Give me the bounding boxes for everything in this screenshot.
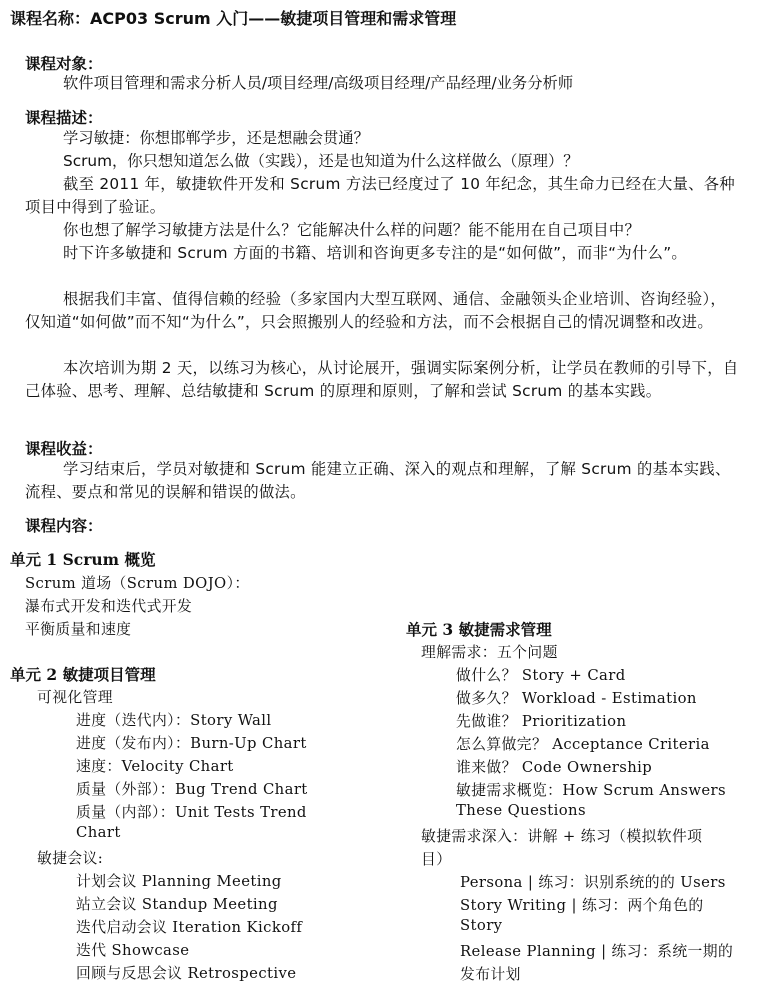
unit3-question-item: 做多久？ Workload - Estimation	[456, 690, 697, 707]
unit1-item: Scrum 道场（Scrum DOJO）：	[25, 575, 250, 592]
description-heading: 课程描述：	[25, 109, 103, 127]
description-paragraph-3: 时下许多敏捷和 Scrum 方面的书籍、培训和咨询更多专注的是“如何做”，而非“为什么”。	[63, 244, 688, 262]
unit3-question-item: These Questions	[456, 802, 586, 819]
unit3-exercise-item: Story	[460, 917, 503, 934]
description-paragraph-4: 根据我们丰富、值得信赖的经验（多家国内大型互联网、通信、金融领头企业培训、咨询经验），仅知道“如何做”而不知“为什么”，只会照搬别人的经验和方法，而不会根据自己的情况调整和改进。	[25, 290, 727, 331]
unit3-exercise-item: Persona | 练习：识别系统的的 Users	[460, 874, 726, 891]
description-paragraph-2: 你也想了解学习敏捷方法是什么？它能解决什么样的问题？能不能用在自己项目中？	[63, 221, 641, 239]
content-heading: 课程内容：	[25, 517, 103, 535]
unit3-title: 单元 3 敏捷需求管理	[406, 620, 552, 639]
unit3-question-item: 谁来做？ Code Ownership	[456, 759, 653, 776]
unit3-exercise-item: Release Planning | 练习：系统一期的	[460, 943, 734, 960]
unit2-meeting-item: 迭代 Showcase	[76, 942, 190, 959]
unit2-visual-item: Chart	[76, 824, 121, 841]
unit2-visual-item: 速度：Velocity Chart	[76, 758, 234, 775]
course-title: 课程名称：ACP03 Scrum 入门——敏捷项目管理和需求管理	[10, 9, 457, 28]
unit3-question-item: 敏捷需求概览：How Scrum Answers	[456, 782, 727, 799]
unit2-group-visual-management: 可视化管理	[37, 689, 113, 706]
unit3-question-item: 先做谁？ Prioritization	[456, 713, 627, 730]
unit3-group-understand: 理解需求：五个问题	[421, 644, 558, 661]
unit2-meeting-item: 计划会议 Planning Meeting	[76, 873, 282, 890]
unit1-item: 瀑布式开发和迭代式开发	[25, 598, 193, 615]
unit3-exercise-item: 发布计划	[460, 966, 521, 983]
audience-heading: 课程对象：	[25, 55, 103, 73]
unit2-meeting-item: 回顾与反思会议 Retrospective	[76, 965, 297, 982]
unit2-meeting-item: 迭代启动会议 Iteration Kickoff	[76, 919, 303, 936]
benefits-heading: 课程收益：	[25, 440, 103, 458]
unit2-meeting-item: 站立会议 Standup Meeting	[76, 896, 278, 913]
unit2-title: 单元 2 敏捷项目管理	[10, 665, 156, 684]
unit3-group-deep-dive-cont: 目）	[421, 851, 452, 868]
unit2-visual-item: 进度（发布内）：Burn-Up Chart	[76, 735, 307, 752]
unit2-visual-item: 质量（内部）：Unit Tests Trend	[76, 804, 307, 821]
unit1-item: 平衡质量和速度	[25, 621, 132, 638]
unit2-visual-item: 质量（外部）：Bug Trend Chart	[76, 781, 308, 798]
benefits-text: 学习结束后，学员对敏捷和 Scrum 能建立正确、深入的观点和理解，了解 Scrum 的基本实践、流程、要点和常见的误解和错误的做法。	[25, 460, 731, 501]
description-paragraph-1: 截至 2011 年，敏捷软件开发和 Scrum 方法已经度过了 10 年纪念，其生命力已经在大量、各种项目中得到了验证。	[25, 175, 735, 216]
unit3-question-item: 做什么？ Story + Card	[456, 667, 626, 684]
unit2-visual-item: 进度（迭代内）：Story Wall	[76, 712, 272, 729]
description-paragraph-5: 本次培训为期 2 天，以练习为核心，从讨论展开，强调实际案例分析，让学员在教师的引导下，自己体验、思考、理解、总结敏捷和 Scrum 的原理和原则，了解和尝试 Scrum 的基本实践。	[25, 359, 739, 400]
unit3-exercise-item: Story Writing | 练习：两个角色的	[460, 897, 704, 914]
unit1-title: 单元 1 Scrum 概览	[10, 550, 156, 569]
description-line-2: Scrum，你只想知道怎么做（实践），还是也知道为什么这样做么（原理）？	[63, 152, 579, 170]
unit2-group-meetings: 敏捷会议:	[37, 850, 104, 867]
audience-text: 软件项目管理和需求分析人员/项目经理/高级项目经理/产品经理/业务分析师	[63, 74, 574, 92]
description-line-1: 学习敏捷：你想邯郸学步，还是想融会贯通？	[63, 129, 369, 147]
unit3-question-item: 怎么算做完？ Acceptance Criteria	[456, 736, 710, 753]
unit3-group-deep-dive: 敏捷需求深入：讲解 + 练习（模拟软件项	[421, 828, 703, 845]
